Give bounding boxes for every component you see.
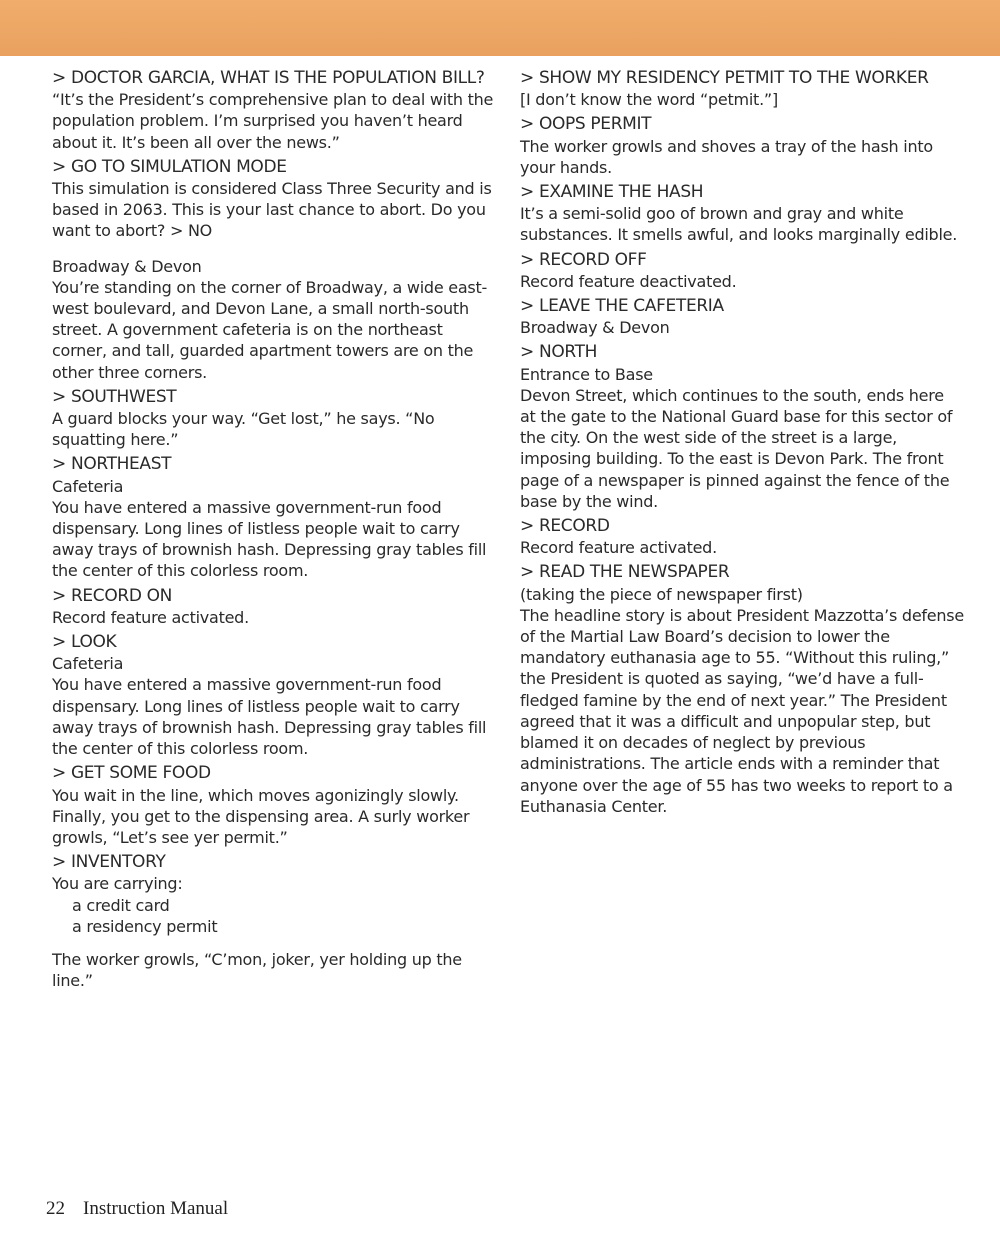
command-line: > GO TO SIMULATION MODE	[52, 156, 287, 177]
text-paragraph: A guard blocks your way. “Get lost,” he says. “No squatting here.”	[52, 409, 435, 450]
command-line: > NORTHEAST	[52, 454, 172, 475]
command-line: > SHOW MY RESIDENCY PETMIT TO THE WORKER	[520, 68, 929, 88]
text-paragraph: Entrance to Base	[520, 364, 653, 384]
command-line: > LOOK	[52, 632, 117, 653]
command-line: > INVENTORY	[52, 852, 166, 873]
text-paragraph: You have entered a massive government-run food dispensary. Long lines of listless people wait to carry away trays of brownish hash. Depressing gray tables fill the center of this colorless room.	[52, 675, 487, 759]
header-color-band	[0, 0, 1000, 56]
text-paragraph: “It’s the President’s comprehensive plan to deal with the population problem. I’m surprised you haven’t heard about it. It’s been all over the news.”	[52, 90, 494, 152]
text-paragraph: You wait in the line, which moves agonizingly slowly. Finally, you get to the dispensing area. A surly worker growls, “Let’s see yer permit.”	[52, 785, 470, 847]
text-paragraph: You’re standing on the corner of Broadway, a wide east-west boulevard, and Devon Lane, a small north-south street. A government cafeteria is on the northeast corner, and tall, guarded apartment towers are on the other three corners.	[52, 277, 488, 382]
text-paragraph: Record feature activated.	[52, 607, 249, 627]
text-paragraph: The headline story is about President Mazzotta’s defense of the Martial Law Board’s decision to lower the mandatory euthanasia age to 55. “Without this ruling,” the President is quoted as saying, “we’d have a full-fledged famine by the end of next year.” The President agreed that it was a difficult and unpopular step, but blamed it on decades of neglect by previous administrations. The article ends with a reminder that anyone over the age of 55 has two weeks to report to a Euthanasia Center.	[520, 605, 964, 816]
text-paragraph: [I don’t know the word “petmit.”]	[520, 90, 778, 110]
inventory-item: a residency permit	[72, 916, 218, 936]
page-footer	[46, 1198, 228, 1220]
command-line: > DOCTOR GARCIA, WHAT IS THE POPULATION BILL?	[52, 68, 485, 88]
text-paragraph: Devon Street, which continues to the south, ends here at the gate to the National Guard base for this sector of the city. On the west side of the street is a large, imposing building. To the east is Devon Park. The front page of a newspaper is pinned against the fence of the base by the wind.	[520, 385, 953, 511]
command-line: > GET SOME FOOD	[52, 763, 211, 784]
command-line: > NORTH	[520, 342, 598, 363]
text-paragraph: The worker growls, “C’mon, joker, yer holding up the line.”	[52, 949, 462, 991]
manual-title: Instruction Manual	[83, 1198, 229, 1219]
command-line: > OOPS PERMIT	[520, 114, 652, 135]
left-column	[52, 68, 502, 991]
text-paragraph: You have entered a massive government-run food dispensary. Long lines of listless people wait to carry away trays of brownish hash. Depressing gray tables fill the center of this colorless room.	[52, 497, 487, 581]
command-line: > RECORD ON	[52, 585, 173, 606]
inventory-item: a credit card	[72, 895, 170, 915]
text-paragraph: This simulation is considered Class Three Security and is based in 2063. This is your last chance to abort. Do you want to abort? > NO	[52, 179, 492, 241]
text-paragraph: Cafeteria	[52, 476, 124, 496]
command-line: > RECORD OFF	[520, 249, 647, 270]
command-line: > EXAMINE THE HASH	[520, 182, 704, 203]
command-line: > LEAVE THE CAFETERIA	[520, 296, 724, 317]
right-column	[520, 68, 964, 817]
text-paragraph: You are carrying:	[52, 874, 183, 894]
location-heading: Broadway & Devon	[52, 256, 202, 276]
text-paragraph: Record feature deactivated.	[520, 271, 737, 291]
command-line: > READ THE NEWSPAPER	[520, 562, 730, 583]
text-paragraph: The worker growls and shoves a tray of the hash into your hands.	[520, 136, 933, 177]
command-line: > RECORD	[520, 516, 610, 537]
text-paragraph: Record feature activated.	[520, 538, 717, 558]
text-paragraph: Broadway & Devon	[520, 318, 670, 338]
page-number: 22	[46, 1198, 65, 1219]
text-paragraph: (taking the piece of newspaper first)	[520, 584, 803, 604]
command-line: > SOUTHWEST	[52, 386, 177, 407]
text-paragraph: It’s a semi-solid goo of brown and gray and white substances. It smells awful, and looks marginally edible.	[520, 204, 958, 245]
text-paragraph: Cafeteria	[52, 654, 124, 674]
